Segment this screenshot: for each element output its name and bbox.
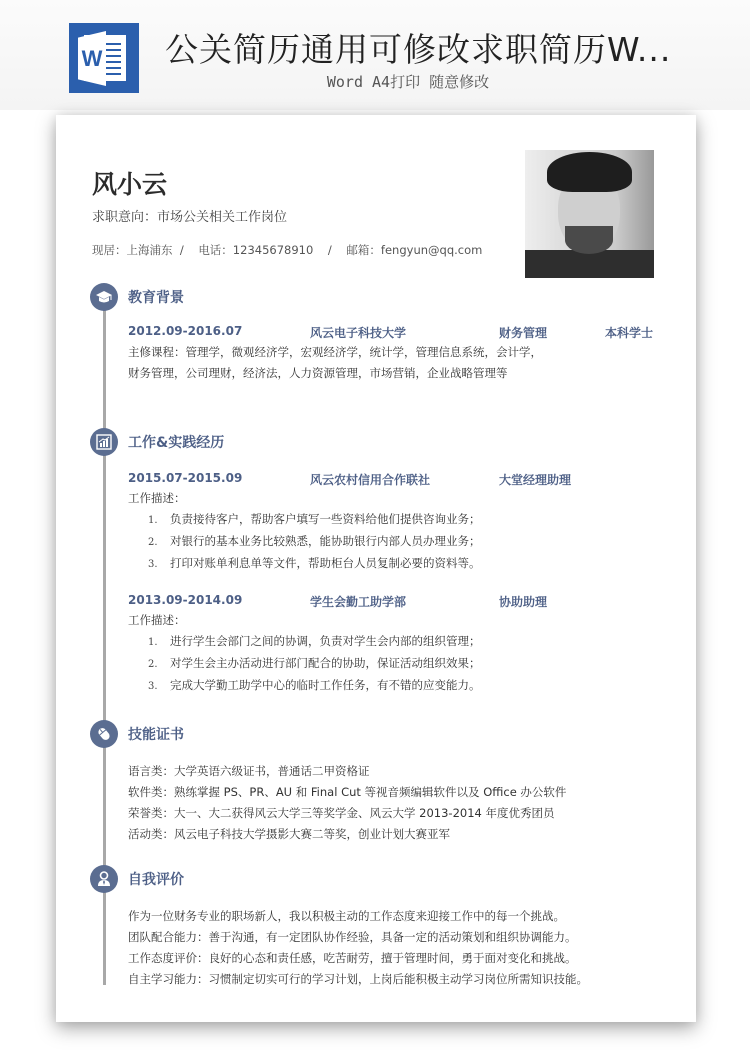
courses-line: 财务管理，公司理财，经济法，人力资源管理，市场营销，企业战略管理等	[128, 366, 508, 380]
job-duties	[148, 509, 481, 575]
job-intent: 求职意向：市场公关相关工作岗位	[92, 210, 288, 225]
skill-line: 软件类：熟练掌握 PS、PR、AU 和 Final Cut 等视音频编辑软件以及 Office 办公软件	[128, 785, 567, 799]
skill-line: 活动类：风云电子科技大学摄影大赛二等奖，创业计划大赛亚军	[128, 827, 450, 841]
separator: /	[327, 243, 332, 257]
graduation-cap-icon	[90, 283, 118, 311]
resume-page	[56, 115, 696, 1022]
section-title: 技能证书	[128, 727, 184, 743]
phone: 电话：12345678910	[198, 243, 314, 257]
education-row	[128, 324, 658, 340]
list-item: 2. 对学生会主办活动进行部门配合的协助，保证活动组织效果；	[148, 656, 481, 670]
list-item: 1. 负责接待客户，帮助客户填写一些资料给他们提供咨询业务；	[148, 512, 481, 526]
list-item: 1. 进行学生会部门之间的协调，负责对学生会内部的组织管理；	[148, 634, 481, 648]
mouse-icon	[90, 720, 118, 748]
job-role: 大堂经理助理	[499, 473, 572, 487]
profile-photo	[525, 150, 654, 278]
section-title: 工作&实践经历	[128, 435, 225, 451]
eval-line: 工作态度评价：良好的心态和责任感，吃苦耐劳，擅于管理时间，勇于面对变化和挑战。	[128, 951, 577, 965]
job-org: 学生会勤工助学部	[310, 595, 407, 609]
contact-info	[92, 242, 482, 258]
edu-school: 风云电子科技大学	[310, 326, 407, 340]
job-role: 协助助理	[499, 595, 548, 609]
document-subtitle: Word A4打印 随意修改	[326, 73, 490, 91]
edu-period: 2012.09-2016.07	[128, 324, 243, 338]
candidate-name: 风小云	[92, 170, 168, 199]
skills-list	[128, 761, 566, 845]
job-duties	[148, 631, 481, 697]
word-letter: W	[81, 46, 103, 71]
person-icon	[90, 865, 118, 893]
job-period: 2013.09-2014.09	[128, 593, 243, 607]
job-period: 2015.07-2015.09	[128, 471, 243, 485]
section-title: 自我评价	[128, 872, 184, 888]
section-title: 教育背景	[128, 290, 184, 306]
job-row	[128, 471, 658, 487]
skill-line: 荣誉类：大一、大二获得风云大学三等奖学金、风云大学 2013-2014 年度优秀团员	[128, 806, 555, 820]
eval-line: 自主学习能力：习惯制定切实可行的学习计划，上岗后能积极主动学习岗位所需知识技能。	[128, 972, 588, 986]
eval-line: 团队配合能力：善于沟通，有一定团队协作经验，具备一定的活动策划和组织协调能力。	[128, 930, 577, 944]
residence: 现居：上海浦东	[92, 243, 173, 257]
job-org: 风云农村信用合作联社	[310, 473, 431, 487]
list-item: 3. 完成大学勤工助学中心的临时工作任务，有不错的应变能力。	[148, 678, 481, 692]
courses-line: 主修课程：管理学，微观经济学，宏观经济学，统计学，管理信息系统，会计学，	[128, 345, 542, 359]
job-desc-label: 工作描述：	[128, 613, 186, 627]
list-item: 3. 打印对账单利息单等文件，帮助柜台人员复制必要的资料等。	[148, 556, 481, 570]
edu-courses	[128, 342, 542, 384]
bar-chart-icon	[90, 428, 118, 456]
document-title: 公关简历通用可修改求职简历W...	[165, 30, 672, 69]
skill-line: 语言类：大学英语六级证书，普通话二甲资格证	[128, 764, 370, 778]
job-desc-label: 工作描述：	[128, 491, 186, 505]
email: 邮箱：fengyun@qq.com	[346, 243, 483, 257]
edu-major: 财务管理	[499, 326, 548, 340]
edu-degree: 本科学士	[605, 326, 654, 340]
preview-header	[0, 0, 750, 110]
job-row	[128, 593, 658, 609]
eval-line: 作为一位财务专业的职场新人，我以积极主动的工作态度来迎接工作中的每一个挑战。	[128, 909, 565, 923]
list-item: 2. 对银行的基本业务比较熟悉，能协助银行内部人员办理业务；	[148, 534, 481, 548]
separator: /	[179, 243, 184, 257]
self-eval-text	[128, 906, 588, 990]
